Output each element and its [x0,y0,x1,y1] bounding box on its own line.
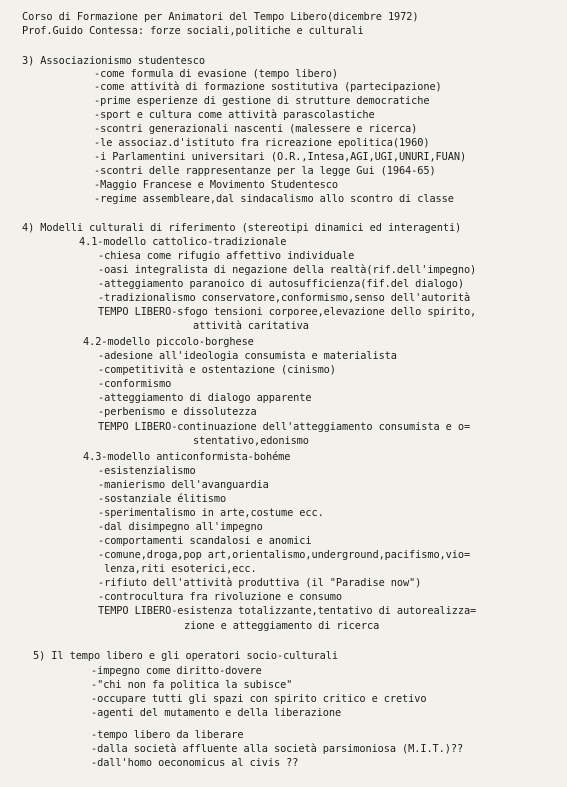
list-item: -occupare tutti gli spazi con spirito critico e cretivo [91,693,427,705]
list-item: -come formula di evasione (tempo libero) [94,68,338,80]
list-item: -"chi non fa politica la subisce" [91,679,293,691]
subsection-4-3-title: 4.3-modello anticonformista-bohéme [83,451,291,463]
list-item: -perbenismo e dissolutezza [98,406,257,418]
subsection-4-1-title: 4.1-modello cattolico-tradizionale [79,236,287,248]
list-item: -i Parlamentini universitari (O.R.,Intesa,AGI,UGI,UNURI,FUAN) [94,151,467,163]
list-item: -tempo libero da liberare [91,729,244,741]
list-item: -sport e cultura come attività parascolastiche [94,109,375,121]
list-item: -esistenzialismo [98,465,196,477]
list-item: -dall'homo oeconomicus al civis ?? [91,757,299,769]
list-item: -agenti del mutamento e della liberazione [91,707,342,719]
tempo-libero-line: TEMPO LIBERO-esistenza totalizzante,tentativo di autorealizza= [98,605,477,617]
course-title: Corso di Formazione per Animatori del Tempo Libero(dicembre 1972) [22,11,419,23]
list-item: -chiesa come rifugio affettivo individuale [98,250,355,262]
list-item: -atteggiamento paranoico di autosufficienza(fif.del dialogo) [98,278,464,290]
list-item: -dal disimpegno all'impegno [98,521,263,533]
list-item: -dalla società affluente alla società parsimoniosa (M.I.T.)?? [91,743,464,755]
list-item: -Maggio Francese e Movimento Studentesco [94,179,338,191]
list-item: -impegno come diritto-dovere [91,665,262,677]
list-item: -atteggiamento di dialogo apparente [98,392,312,404]
tempo-libero-line: TEMPO LIBERO-sfogo tensioni corporee,elevazione dello spirito, [98,306,477,318]
section-5-title: 5) Il tempo libero e gli operatori socio-culturali [33,650,338,662]
section-3-title: 3) Associazionismo studentesco [22,55,205,67]
list-item: -le associaz.d'istituto fra ricreazione epolitica(1960) [94,137,430,149]
subsection-4-2-title: 4.2-modello piccolo-borghese [83,336,254,348]
list-item: -prime esperienze di gestione di strutture democratiche [94,95,430,107]
list-item: -comune,droga,pop art,orientalismo,underground,pacifismo,vio= [98,549,471,561]
list-item: -come attività di formazione sostitutiva (partecipazione) [94,81,442,93]
list-item: -tradizionalismo conservatore,conformismo,senso dell'autorità [98,292,471,304]
list-item: -rifiuto dell'attività produttiva (il "Paradise now") [98,577,422,589]
section-4-title: 4) Modelli culturali di riferimento (stereotipi dinamici ed interagenti) [22,222,462,234]
tempo-libero-continuation: attività caritativa [193,320,309,332]
tempo-libero-continuation: stentativo,edonismo [193,435,309,447]
list-item: -comportamenti scandalosi e anomici [98,535,312,547]
list-item: -sostanziale élitismo [98,493,227,505]
list-item: -competitività e ostentazione (cinismo) [98,364,336,376]
list-item: -regime assembleare,dal sindacalismo allo scontro di classe [94,193,454,205]
tempo-libero-line: TEMPO LIBERO-continuazione dell'atteggiamento consumista e o= [98,421,471,433]
list-item: -sperimentalismo in arte,costume ecc. [98,507,324,519]
list-item: -adesione all'ideologia consumista e materialista [98,350,397,362]
list-item-continuation: lenza,riti esoterici,ecc. [98,563,257,575]
list-item: -controcultura fra rivoluzione e consumo [98,591,342,603]
lecturer-line: Prof.Guido Contessa: forze sociali,politiche e culturali [22,25,364,37]
tempo-libero-continuation: zione e atteggiamento di ricerca [184,620,380,632]
list-item: -scontri delle rappresentanze per la legge Gui (1964-65) [94,165,436,177]
list-item: -conformismo [98,378,172,390]
list-item: -manierismo dell'avanguardia [98,479,269,491]
list-item: -scontri generazionali nascenti (malessere e ricerca) [94,123,418,135]
list-item: -oasi integralista di negazione della realtà(rif.dell'impegno) [98,264,477,276]
